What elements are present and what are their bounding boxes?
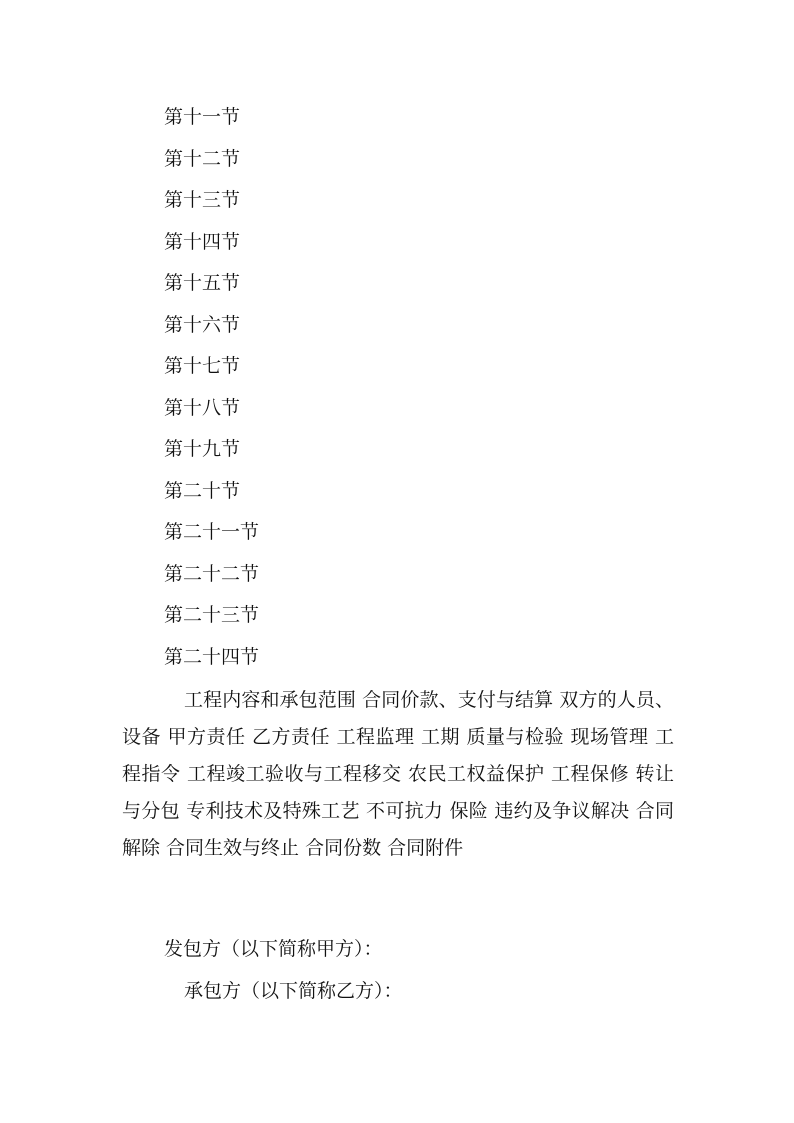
section-heading: 第十一节 <box>164 106 241 128</box>
section-heading: 第十三节 <box>164 189 241 211</box>
section-heading: 第十八节 <box>164 396 241 419</box>
section-heading: 第二十节 <box>164 479 241 502</box>
section-heading: 第二十三节 <box>164 604 260 626</box>
section-heading: 第二十二节 <box>164 562 260 585</box>
section-heading: 第十六节 <box>164 313 241 336</box>
section-heading: 第二十一节 <box>164 521 260 543</box>
contractor-party-line: 承包方（以下简称乙方）： <box>184 980 403 1002</box>
section-heading: 第十二节 <box>164 147 241 170</box>
section-heading: 第十四节 <box>164 230 241 253</box>
section-heading: 第十五节 <box>164 272 241 294</box>
section-heading: 第十七节 <box>164 355 241 377</box>
section-heading: 第十九节 <box>164 438 241 460</box>
employer-party-line: 发包方（以下简称甲方）： <box>164 938 383 960</box>
section-heading: 第二十四节 <box>164 645 260 668</box>
section-list <box>164 102 259 683</box>
contents-summary-paragraph: 工程内容和承包范围 合同价款、支付与结算 双方的人员、设备 甲方责任 乙方责任 工程监理 工期 质量与检验 现场管理 工程指令 工程竣工验收与工程移交 农民工权益保护 工程保修 转让与分包 专利技术及特殊工艺 不可抗力 保险 违约及争议解决 合同解除 合同生效与终止 合同份数 合同附件 <box>122 689 674 859</box>
